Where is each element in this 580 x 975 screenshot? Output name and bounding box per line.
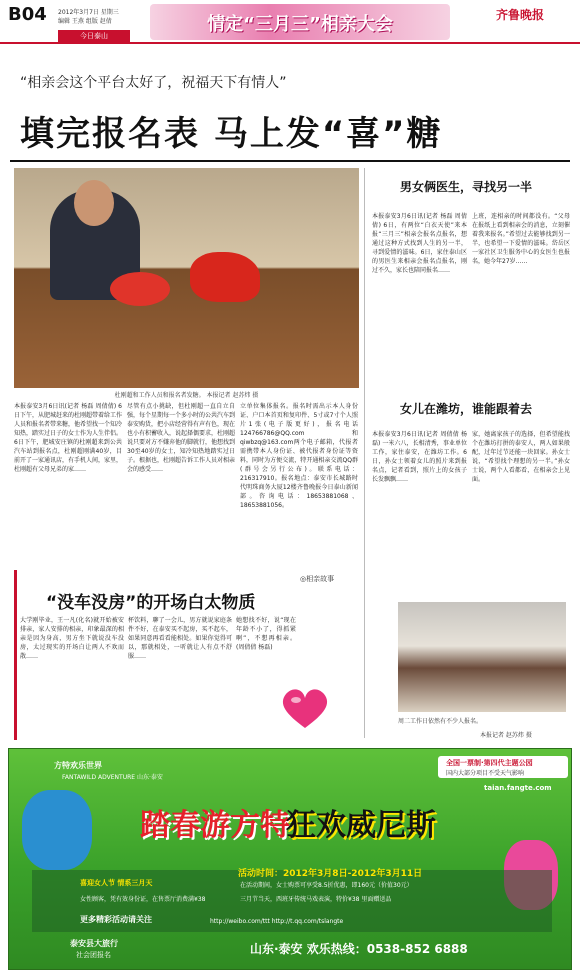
ad-banner-line-2: 国内大部分项目不受天气影响 [446, 770, 525, 777]
ad-line-3: 女性顾客，凭有效身份证，在售票厅消费满¥38 [80, 896, 206, 903]
right-story2-column-1: 本报泰安3月6日讯(记者 周倩倩 杨磊) 一米六八，长相清秀，事业单位工作，家住泰安，在潍坊工作。6日，孙女士领着女儿的照片来到报名点，记者看到，照片上的女孩子长发飘飘…… [372, 431, 467, 483]
ad-agency: 泰安县大旅行 [70, 939, 118, 948]
column-divider [364, 168, 365, 738]
photo-red-bag [190, 252, 260, 302]
ad-weibo-links: http://weibo.com/ttt http://t.qq.com/tslangte [210, 918, 344, 925]
photo-red-bag-2 [110, 272, 170, 306]
header-meta [58, 8, 143, 26]
mascot-image [22, 790, 92, 870]
heart-icon [278, 686, 332, 730]
lead-column-1: 本报泰安3月6日讯(记者 杨磊 周倩倩) 6日下午，从肥城赶来的杜刚超带着给工作人员和报名者带来糖，他希望找一个知冷知热，踏实过日子的女士作为人生伴侣。6日下午，肥城安庄镇的杜刚超来到公共汽车站到报名点，杜刚超刚满40岁，目前开了一家通讯店，有手机人间，家里，杜刚超有父母兄弟的家…… [14, 403, 123, 473]
ad-main-slogan-2: 狂欢威尼斯 [286, 808, 436, 843]
right-photo [398, 602, 566, 712]
lead-headline: 填完报名表 马上发“喜”糖 [20, 114, 443, 154]
right-story1-column-2: 上班，连相亲的时间都没有。“父母在报纸上看到相亲会的消息，立刻催着我来报名。”希望过去能够找到另一半，也希望一下爱情的滋味。岱岳区一家社区卫生服务中心的女医生也报名，她今年27岁…… [472, 213, 570, 265]
ad-hotline: 山东·泰安 欢乐热线：0538-852 6888 [250, 942, 468, 956]
ad-line-4: 三月节当天，西班牙传统马戏表演，特价¥38 里面赠送品 [240, 896, 392, 903]
date-line: 2012年3月7日 星期三 [58, 9, 119, 16]
story2-tag: ◎相亲故事 [300, 575, 335, 583]
story2-credit: (周倩倩 杨磊) [236, 644, 273, 651]
page-number: B04 [8, 4, 47, 25]
ad-line-2: 在活动期间，女士购票可享受8.5折优惠，即160元（价值30元） [240, 882, 413, 889]
ad-park-name: 方特欢乐世界 [54, 761, 102, 770]
story2-column-2: 杯饮料，聊了一会儿，男方就说家庭条件不好，在泰安买不起房，买不起车，如果同意再看看能相处。如果你觉得可以，那就相处，一听就让人有点不舒服…… [128, 617, 232, 660]
ad-line-5: 更多精彩活动请关注 [80, 915, 152, 924]
ad-city: 山东·泰安 [136, 774, 163, 781]
right-story2-column-2: 家，她离家孩子的选择，但希望能找个在潍坊打拼的泰安人，两人如果般配，过年过节还能一块回家。孙女士说，“希望找个理想的另一半。”孙女士说，两个人看都看，在相亲会上见面。 [472, 431, 570, 483]
lead-column-3: 立单位集体报名。报名时需出示本人身份证、户口本首页和复印件、5寸或7寸个人照片1张(电子版更好)，报名电话124766786@QQ.com和qiwbzq@163.com两个电子邮箱，代报者需携带本人身份证、被代报者身份证等资料，同时为方便交流，特开通相亲交流QQ群(群号会另行公布)。联系电话：216317910。报名地点：泰安市长城路时代明珠商务大厦12楼齐鲁晚报今日泰山新闻部。咨询电话：18653881068、18653881056。 [240, 403, 358, 509]
lead-kicker: “相亲会这个平台太好了，祝福天下有情人” [20, 75, 287, 91]
ad-main-slogan-1: 踏春游方特 [140, 808, 290, 843]
ad-date: 活动时间：2012年3月8日-2012年3月11日 [238, 869, 423, 879]
story2-column-1: 大学刚毕业，王一凡(化名)就开始被安排亲，家人安排的相亲，印象最深的相亲是因为身高，男方坐下就说没车没房，太过现实的开场白让两人不欢而散…… [20, 617, 124, 660]
advertisement [8, 748, 572, 970]
ad-banner-line-1: 全国一票制·第四代主题公园 [446, 759, 533, 767]
header-banner [150, 4, 450, 40]
right-story2-title: 女儿在潍坊，谁能跟着去 [400, 402, 533, 416]
ad-park-en: FANTAWILD ADVENTURE [62, 774, 136, 781]
photo-person-head [74, 180, 114, 226]
banner-text: 情定“三月三”相亲大会 [207, 14, 393, 35]
ad-park-sub [62, 772, 163, 781]
ad-line-1: 喜迎女人节 情系三月天 [80, 879, 153, 887]
right-photo-credit: 本报记者 赵苏炜 摄 [480, 732, 532, 739]
story2-title: “没车没房”的开场白太物质 [46, 593, 256, 613]
editors-line: 编辑 王燕 组版 赵倩 [58, 18, 112, 25]
right-story1-title: 男女俩医生，寻找另一半 [400, 180, 533, 194]
headline-rule [10, 160, 570, 162]
right-story1-column-1: 本报泰安3月6日讯(记者 杨磊 周倩倩) 6日，有两位“白衣天使”来本报“三月三”相亲会报名点报名，想通过这种方式找到人生的另一半，寻到爱情的滋味。6日，家住泰山区的男医生来相亲会报名点报名，刚过不久，家长也陪同报名…… [372, 213, 467, 274]
ad-url: taian.fangte.com [484, 784, 552, 792]
story2-column-3-text: 她想找不好，说“现在年龄不小了，得抓紧啊”，不想再相亲。 [236, 617, 296, 642]
section-label: 今日泰山 [58, 30, 130, 43]
ad-agency-2: 社会团报名 [76, 951, 111, 959]
lead-photo-caption: 杜刚超和工作人员和报名者发糖。 本报记者 赵苏炜 摄 [114, 392, 259, 399]
paper-logo: 齐鲁晚报 [496, 8, 545, 22]
lead-column-2: 尽管有点小挑缺，但杜刚超一直自立自强，每个星期每一个多小时的公共汽车到泰安购货，把小店经营得有声有色，现在也小有积蓄收入，说起择偶要求，杜刚超说只要对方不嫌弃他的脚就行，他想找到30至40岁的女士，知冷知热地踏实过日子。根据也，杜刚超告诉工作人员对相亲会的感受…… [127, 403, 236, 473]
right-photo-caption: 周二工作日依然有不少人报名。 [398, 718, 483, 725]
